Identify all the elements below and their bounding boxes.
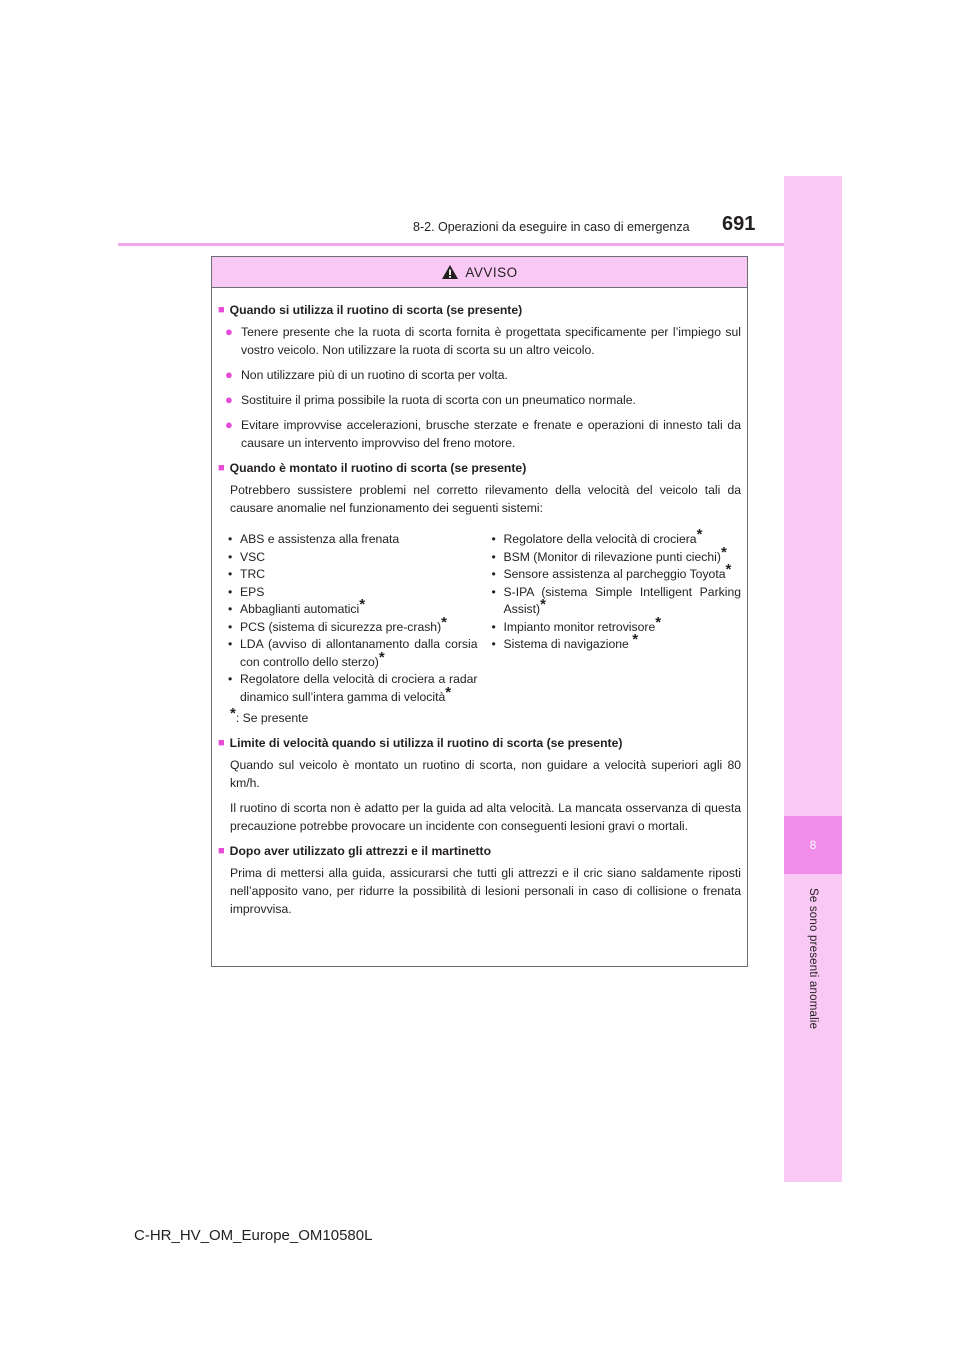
section-heading — [218, 301, 741, 319]
list-item-text: Regolatore della velocità di crociera a radar dinamico sull’intera gamma di velocità — [240, 672, 478, 704]
footnote-star: * — [359, 596, 366, 613]
list-item: • Impianto monitor retrovisore* — [491, 613, 662, 634]
warning-body — [212, 288, 747, 918]
paragraph: Quando sul veicolo è montato un ruotino di scorta, non guidare a velocità superiori agli 80 km/h. — [230, 758, 741, 790]
footnote-star: * — [445, 683, 452, 701]
bullet-item — [225, 366, 741, 384]
list-item-text: Sensore assistenza al parcheggio Toyota — [503, 567, 726, 581]
paragraph: Prima di mettersi alla guida, assicurarsi che tutti gli attrezzi e il cric siano saldamente riposti nell’apposito vano, per ridurre la possibilità di lesioni personali in caso di collisione o frenata improvvisa. — [230, 866, 741, 916]
list-item: • TRC — [228, 567, 266, 581]
square-bullet-icon: ■ — [218, 462, 225, 474]
list-item-text: Regolatore della velocità di crociera — [503, 532, 697, 546]
section-heading — [218, 459, 741, 477]
warning-header — [212, 257, 747, 288]
chapter-title: Se sono presenti anomalie — [807, 888, 819, 1030]
systems-list — [228, 526, 741, 706]
footnote-star: * — [655, 613, 662, 631]
bullet-text: Evitare improvvise accelerazioni, brusche sterzate e frenate e operazioni di innesto tali da causare un intervento improvviso del freno motore. — [241, 418, 741, 450]
chapter-number: 8 — [809, 838, 817, 852]
circle-bullet-icon: ● — [225, 367, 233, 382]
square-bullet-icon: ■ — [218, 845, 225, 857]
list-item: • S-IPA (sistema Simple Intelligent Parking Assist)* — [491, 584, 741, 616]
section-heading — [218, 734, 741, 752]
document-code: C-HR_HV_OM_Europe_OM10580L — [134, 1227, 373, 1244]
footnote-star: * — [696, 526, 703, 543]
bullet-text: Non utilizzare più di un ruotino di scorta per volta. — [241, 368, 508, 382]
bullet-item — [225, 391, 741, 409]
footnote — [230, 705, 741, 727]
circle-bullet-icon: ● — [225, 417, 233, 432]
list-item-text: LDA (avviso di allontanamento dalla corsia con controllo dello sterzo) — [240, 637, 478, 669]
list-item: • PCS (sistema di sicurezza pre-crash)* — [228, 613, 447, 634]
bullet-text: Sostituire il prima possibile la ruota di scorta con un pneumatico normale. — [241, 393, 636, 407]
list-item: • ABS e assistenza alla frenata — [228, 532, 400, 546]
footnote-star: * — [540, 596, 546, 613]
list-item: • VSC — [228, 549, 266, 564]
list-item-text: TRC — [240, 567, 266, 581]
warning-box — [211, 256, 748, 967]
paragraph: Il ruotino di scorta non è adatto per la guida ad alta velocità. La mancata osservanza di questa precauzione potrebbe provocare un incidente con conseguenti lesioni gravi o mortali. — [230, 801, 741, 833]
footnote-text: : Se presente — [235, 711, 309, 725]
heading-text: Quando è montato il ruotino di scorta (se presente) — [229, 461, 527, 475]
list-item-text: Abbaglianti automatici — [240, 602, 360, 616]
page-number: 691 — [722, 213, 756, 235]
paragraph: Potrebbero sussistere problemi nel corretto rilevamento della velocità del veicolo tali da causare anomalie nel funzionamento dei seguenti sistemi: — [230, 483, 741, 515]
list-item-text: S-IPA (sistema Simple Intelligent Parking Assist) — [503, 584, 741, 616]
circle-bullet-icon: ● — [225, 324, 233, 339]
footnote-star: * — [632, 631, 639, 648]
section-title: 8-2. Operazioni da eseguire in caso di emergenza — [413, 220, 690, 234]
square-bullet-icon: ■ — [218, 737, 225, 749]
chapter-title-container — [784, 888, 842, 1168]
bullet-item — [225, 323, 741, 359]
list-item-text: Impianto monitor retrovisore — [503, 619, 656, 634]
square-bullet-icon: ■ — [218, 304, 225, 316]
heading-text: Dopo aver utilizzato gli attrezzi e il martinetto — [229, 844, 492, 858]
systems-column-left — [228, 531, 478, 706]
list-item: • Regolatore della velocità di crociera* — [491, 526, 703, 546]
footnote-star: * — [230, 705, 236, 722]
warning-triangle-icon — [441, 264, 459, 280]
chapter-side-tab — [784, 176, 842, 1182]
header-rule — [118, 243, 784, 246]
list-item: • EPS — [228, 584, 265, 599]
footnote-star: * — [441, 613, 447, 631]
bullet-text: Tenere presente che la ruota di scorta fornita è progettata specificamente per l’impiego sul vostro veicolo. Non utilizzare la ruota di scorta su un altro veicolo. — [241, 325, 741, 357]
list-item-text: ABS e assistenza alla frenata — [240, 532, 400, 546]
systems-column-right — [491, 526, 742, 706]
list-item: • Abbaglianti automatici* — [228, 596, 366, 616]
section-heading — [218, 842, 741, 860]
list-item: • BSM (Monitor di rilevazione punti ciechi)* — [491, 543, 727, 564]
list-item-text: VSC — [240, 549, 266, 564]
chapter-number-box — [784, 816, 842, 874]
list-item-text: EPS — [240, 584, 265, 599]
circle-bullet-icon: ● — [225, 392, 233, 407]
footnote-star: * — [378, 648, 385, 666]
heading-text: Limite di velocità quando si utilizza il ruotino di scorta (se presente) — [229, 736, 623, 750]
list-item-text: Sistema di navigazione — [503, 637, 633, 651]
footnote-star: * — [720, 543, 727, 561]
list-item: • Regolatore della velocità di crociera a radar dinamico sull’intera gamma di velocità* — [228, 672, 478, 704]
list-item: • Sensore assistenza al parcheggio Toyota* — [491, 561, 732, 581]
list-item-text: PCS (sistema di sicurezza pre-crash) — [240, 619, 442, 634]
list-item-text: BSM (Monitor di rilevazione punti ciechi) — [503, 549, 721, 564]
warning-label: AVVISO — [465, 264, 518, 280]
list-item: • LDA (avviso di allontanamento dalla corsia con controllo dello sterzo)* — [228, 637, 478, 669]
list-item: • Sistema di navigazione * — [491, 631, 639, 651]
heading-text: Quando si utilizza il ruotino di scorta (se presente) — [229, 303, 523, 317]
bullet-item — [225, 416, 741, 452]
footnote-star: * — [725, 561, 732, 578]
